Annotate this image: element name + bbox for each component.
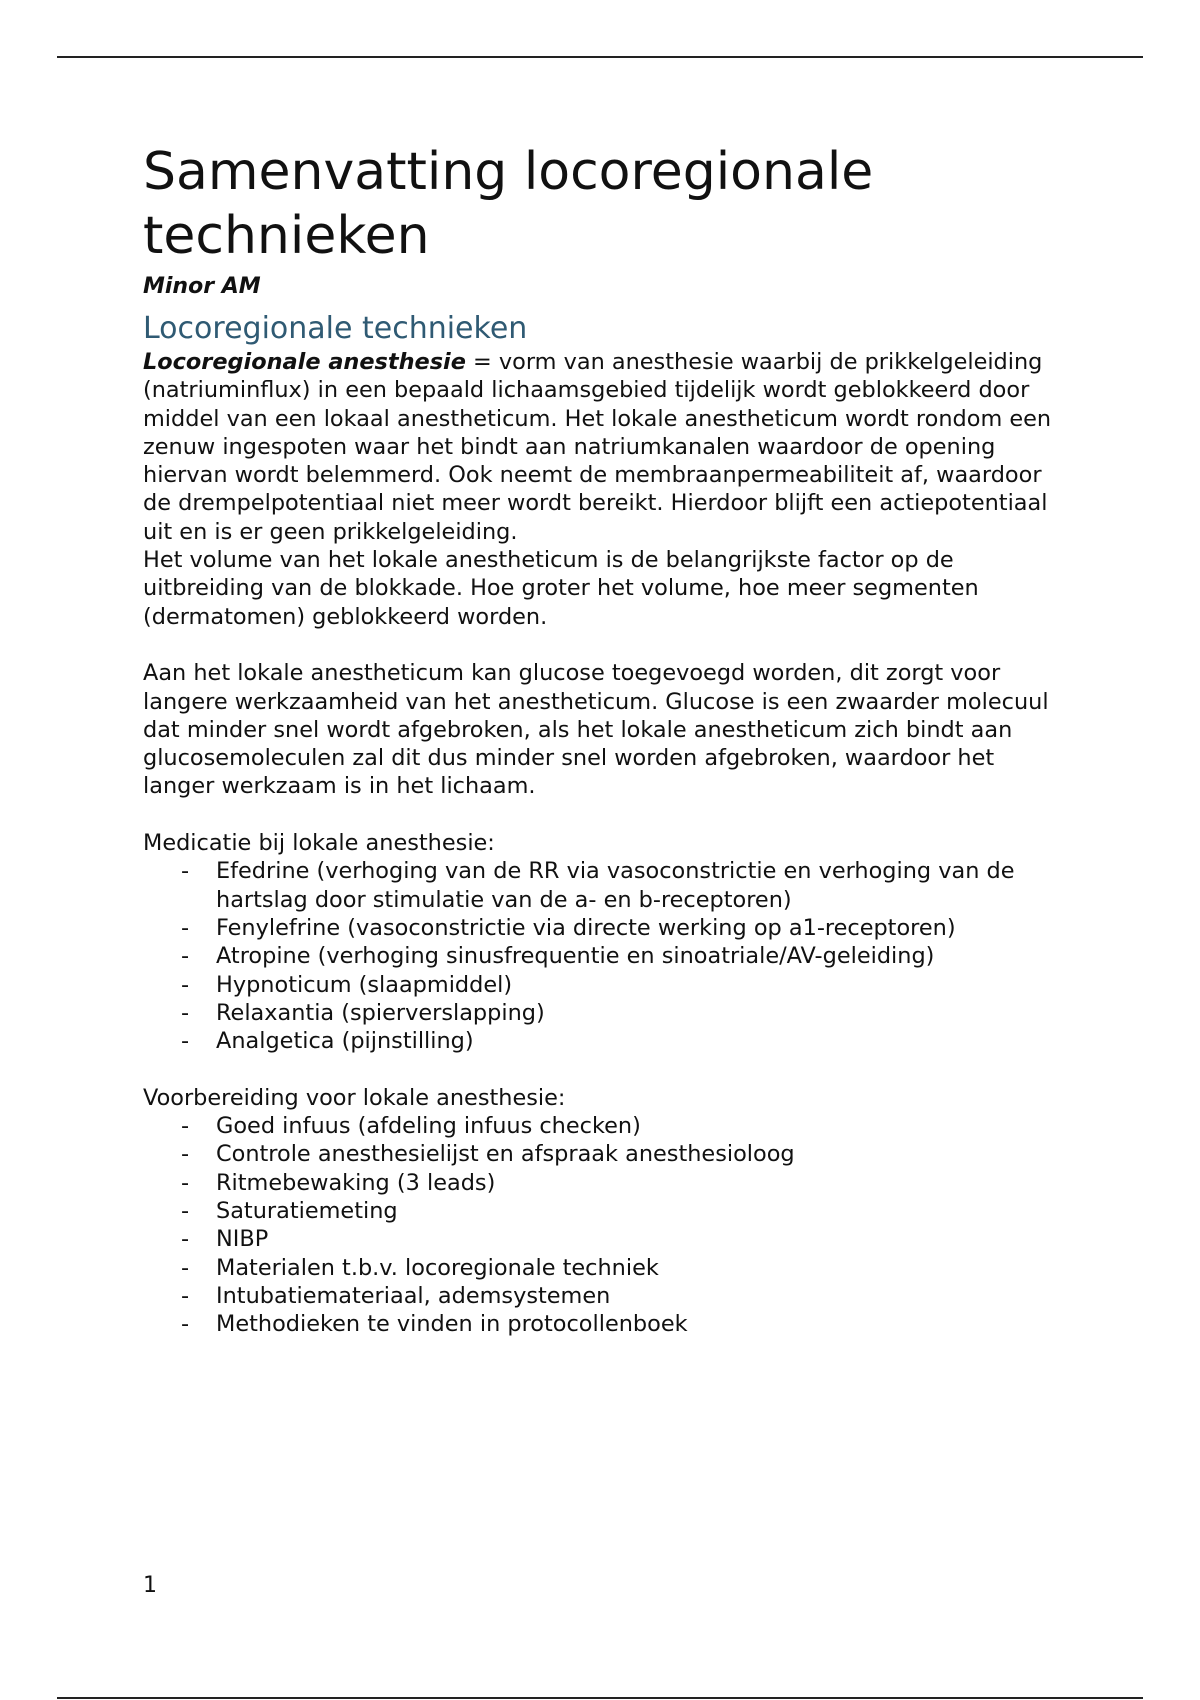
top-divider [57,56,1143,58]
list-item: - Controle anesthesielijst en afspraak anesthesioloog [181,1141,795,1168]
list-marker: - [181,1113,190,1140]
list-marker: - [181,971,190,998]
list-item: - Fenylefrine (vasoconstrictie via directe werking op a1-receptoren) [181,914,956,941]
list-marker: - [181,1141,190,1168]
document-page [143,140,1063,1338]
list-item: - Saturatiemeting [181,1197,398,1224]
section-heading: Locoregionale technieken [143,311,528,346]
document-title: Samenvatting locoregionale technieken [143,142,874,266]
list-item: - Hypnoticum (slaapmiddel) [181,971,513,998]
document-subtitle: Minor AM [143,274,261,299]
list-marker: - [181,858,190,885]
list-item: - Relaxantia (spierverslapping) [181,999,545,1026]
intro-text: = vorm van anesthesie waarbij de prikkelgeleiding (natriuminflux) in een bepaald lichaamsgebied tijdelijk wordt geblokkeerd door middel van een lokaal anestheticum. Het lokale anestheticum wordt rondom een zenuw ingespoten waar het bindt aan natriumkanalen waardoor de opening hiervan wordt belemmerd. Ook neemt de membraanpermeabiliteit af, waardoor de drempelpotentiaal niet meer wordt bereikt. Hierdoor blijft een actiepotentiaal uit en is er geen prikkelgeleiding. [143,349,1052,545]
list-item: - Atropine (verhoging sinusfrequentie en sinoatriale/AV-geleiding) [181,943,935,970]
list-marker: - [181,1226,190,1253]
list-item: - Intubatiemateriaal, ademsystemen [181,1282,611,1309]
paragraph-spacer [143,801,1063,829]
list-marker: - [181,1282,190,1309]
preparation-heading: Voorbereiding voor lokale anesthesie: [143,1084,566,1111]
volume-paragraph: Het volume van het lokale anestheticum is de belangrijkste factor op de uitbreiding van de blokkade. Hoe groter het volume, hoe meer segmenten (dermatomen) geblokkeerd worden. [143,547,979,630]
list-marker: - [181,1254,190,1281]
list-marker: - [181,1028,190,1055]
list-marker: - [181,1169,190,1196]
intro-paragraph [143,348,1063,546]
list-item: - Analgetica (pijnstilling) [181,1028,474,1055]
medication-list [143,857,1063,1055]
preparation-list [143,1112,1063,1338]
list-marker: - [181,999,190,1026]
glucose-paragraph: Aan het lokale anestheticum kan glucose toegevoegd worden, dit zorgt voor langere werkzaamheid van het anestheticum. Glucose is een zwaarder molecuul dat minder snel wordt afgebroken, als het lokale anestheticum zich bindt aan glucosemoleculen zal dit dus minder snel worden afgebroken, waardoor het langer werkzaam is in het lichaam. [143,660,1049,800]
list-marker: - [181,1197,190,1224]
paragraph-spacer [143,1055,1063,1083]
bottom-divider [57,1697,1143,1699]
list-item: - Ritmebewaking (3 leads) [181,1169,496,1196]
medication-heading: Medicatie bij lokale anesthesie: [143,830,495,857]
list-item: - Goed infuus (afdeling infuus checken) [181,1113,641,1140]
list-marker: - [181,943,190,970]
list-marker: - [181,1311,190,1338]
list-item: - NIBP [181,1226,269,1253]
paragraph-spacer [143,631,1063,659]
list-item: - Methodieken te vinden in protocollenboek [181,1311,688,1338]
list-marker: - [181,914,190,941]
page-number: 1 [143,1573,157,1598]
list-item: - Efedrine (verhoging van de RR via vasoconstrictie en verhoging van de hartslag door stimulatie van de a- en b-receptoren) [181,858,1015,913]
list-item: - Materialen t.b.v. locoregionale techniek [181,1254,659,1281]
intro-term: Locoregionale anesthesie [143,349,466,375]
